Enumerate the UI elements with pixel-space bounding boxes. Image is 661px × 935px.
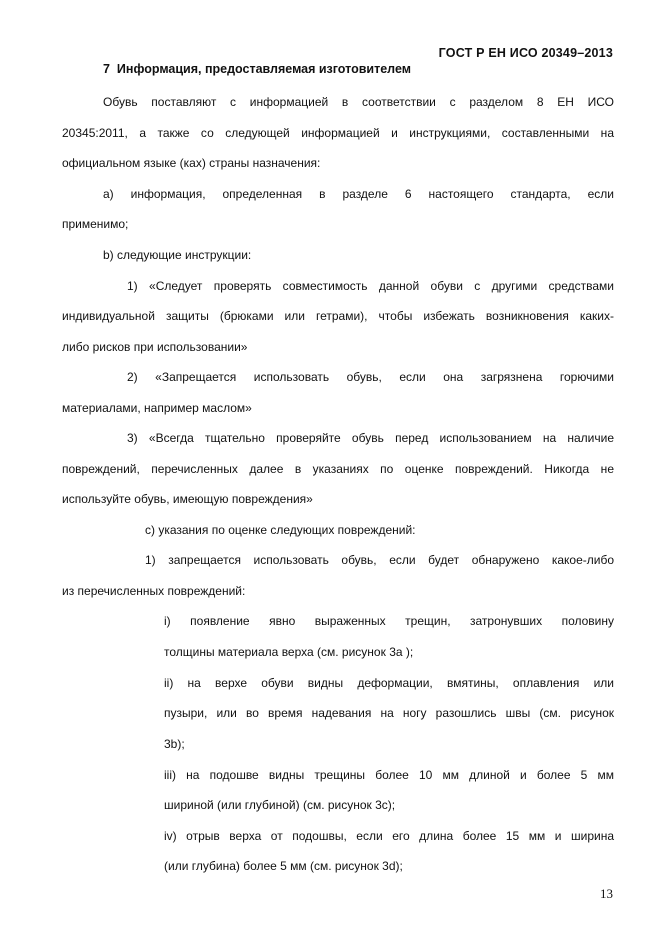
instr1-line-1: 1) «Следует проверять совместимость данной обуви с другими средствами [127, 279, 614, 293]
cii-line-2: пузыри, или во время надевания на ногу разошлись швы (см. рисунок [164, 706, 614, 720]
c1-line-1: 1) запрещается использовать обувь, если будет обнаружено какое-либо [145, 553, 614, 567]
section-title [103, 62, 411, 76]
instr2-line-1: 2) «Запрещается использовать обувь, если она загрязнена горючими [127, 370, 614, 384]
civ-line-2: (или глубина) более 5 мм (см. рисунок 3d); [164, 859, 403, 873]
c1-line-2: из перечисленных повреждений: [62, 584, 246, 598]
intro-line-3: официальном языке (ках) страны назначения: [62, 156, 321, 170]
ciii-line-2: шириной (или глубиной) (см. рисунок 3с); [164, 798, 396, 812]
ci-line-2: толщины материала верха (см. рисунок 3а ); [164, 645, 414, 659]
instr3-line-3: используйте обувь, имеющую повреждения» [62, 492, 313, 506]
item-c: c) указания по оценке следующих повреждений: [145, 523, 416, 537]
cii-line-1: ii) на верхе обуви видны деформации, вмятины, оплавления или [164, 676, 614, 690]
item-b: b) следующие инструкции: [103, 248, 252, 262]
standard-header: ГОСТ Р ЕН ИСО 20349–2013 [438, 46, 613, 60]
ciii-line-1: iii) на подошве видны трещины более 10 мм длиной и более 5 мм [164, 768, 614, 782]
instr3-line-1: 3) «Всегда тщательно проверяйте обувь перед использованием на наличие [127, 431, 614, 445]
cii-line-3: 3b); [164, 737, 185, 751]
ci-line-1: i) появление явно выраженных трещин, затронувших половину [164, 614, 614, 628]
instr3-line-2: повреждений, перечисленных далее в указаниях по оценке повреждений. Никогда не [62, 462, 614, 476]
section-number: 7 [103, 62, 110, 76]
instr1-line-2: индивидуальной защиты (брюками или гетрами), чтобы избежать возникновения каких- [62, 309, 614, 323]
intro-line-1: Обувь поставляют с информацией в соответствии с разделом 8 ЕН ИСО [103, 95, 614, 109]
intro-line-2: 20345:2011, а также со следующей информацией и инструкциями, составленными на [62, 126, 614, 140]
instr2-line-2: материалами, например маслом» [62, 401, 252, 415]
item-a-line-2: применимо; [62, 217, 129, 231]
civ-line-1: iv) отрыв верха от подошвы, если его длина более 15 мм и ширина [164, 829, 614, 843]
item-a-line-1: a) информация, определенная в разделе 6 настоящего стандарта, если [103, 187, 614, 201]
section-title-text: Информация, предоставляемая изготовителем [116, 62, 411, 76]
instr1-line-3: либо рисков при использовании» [62, 340, 248, 354]
page-number: 13 [600, 886, 613, 901]
